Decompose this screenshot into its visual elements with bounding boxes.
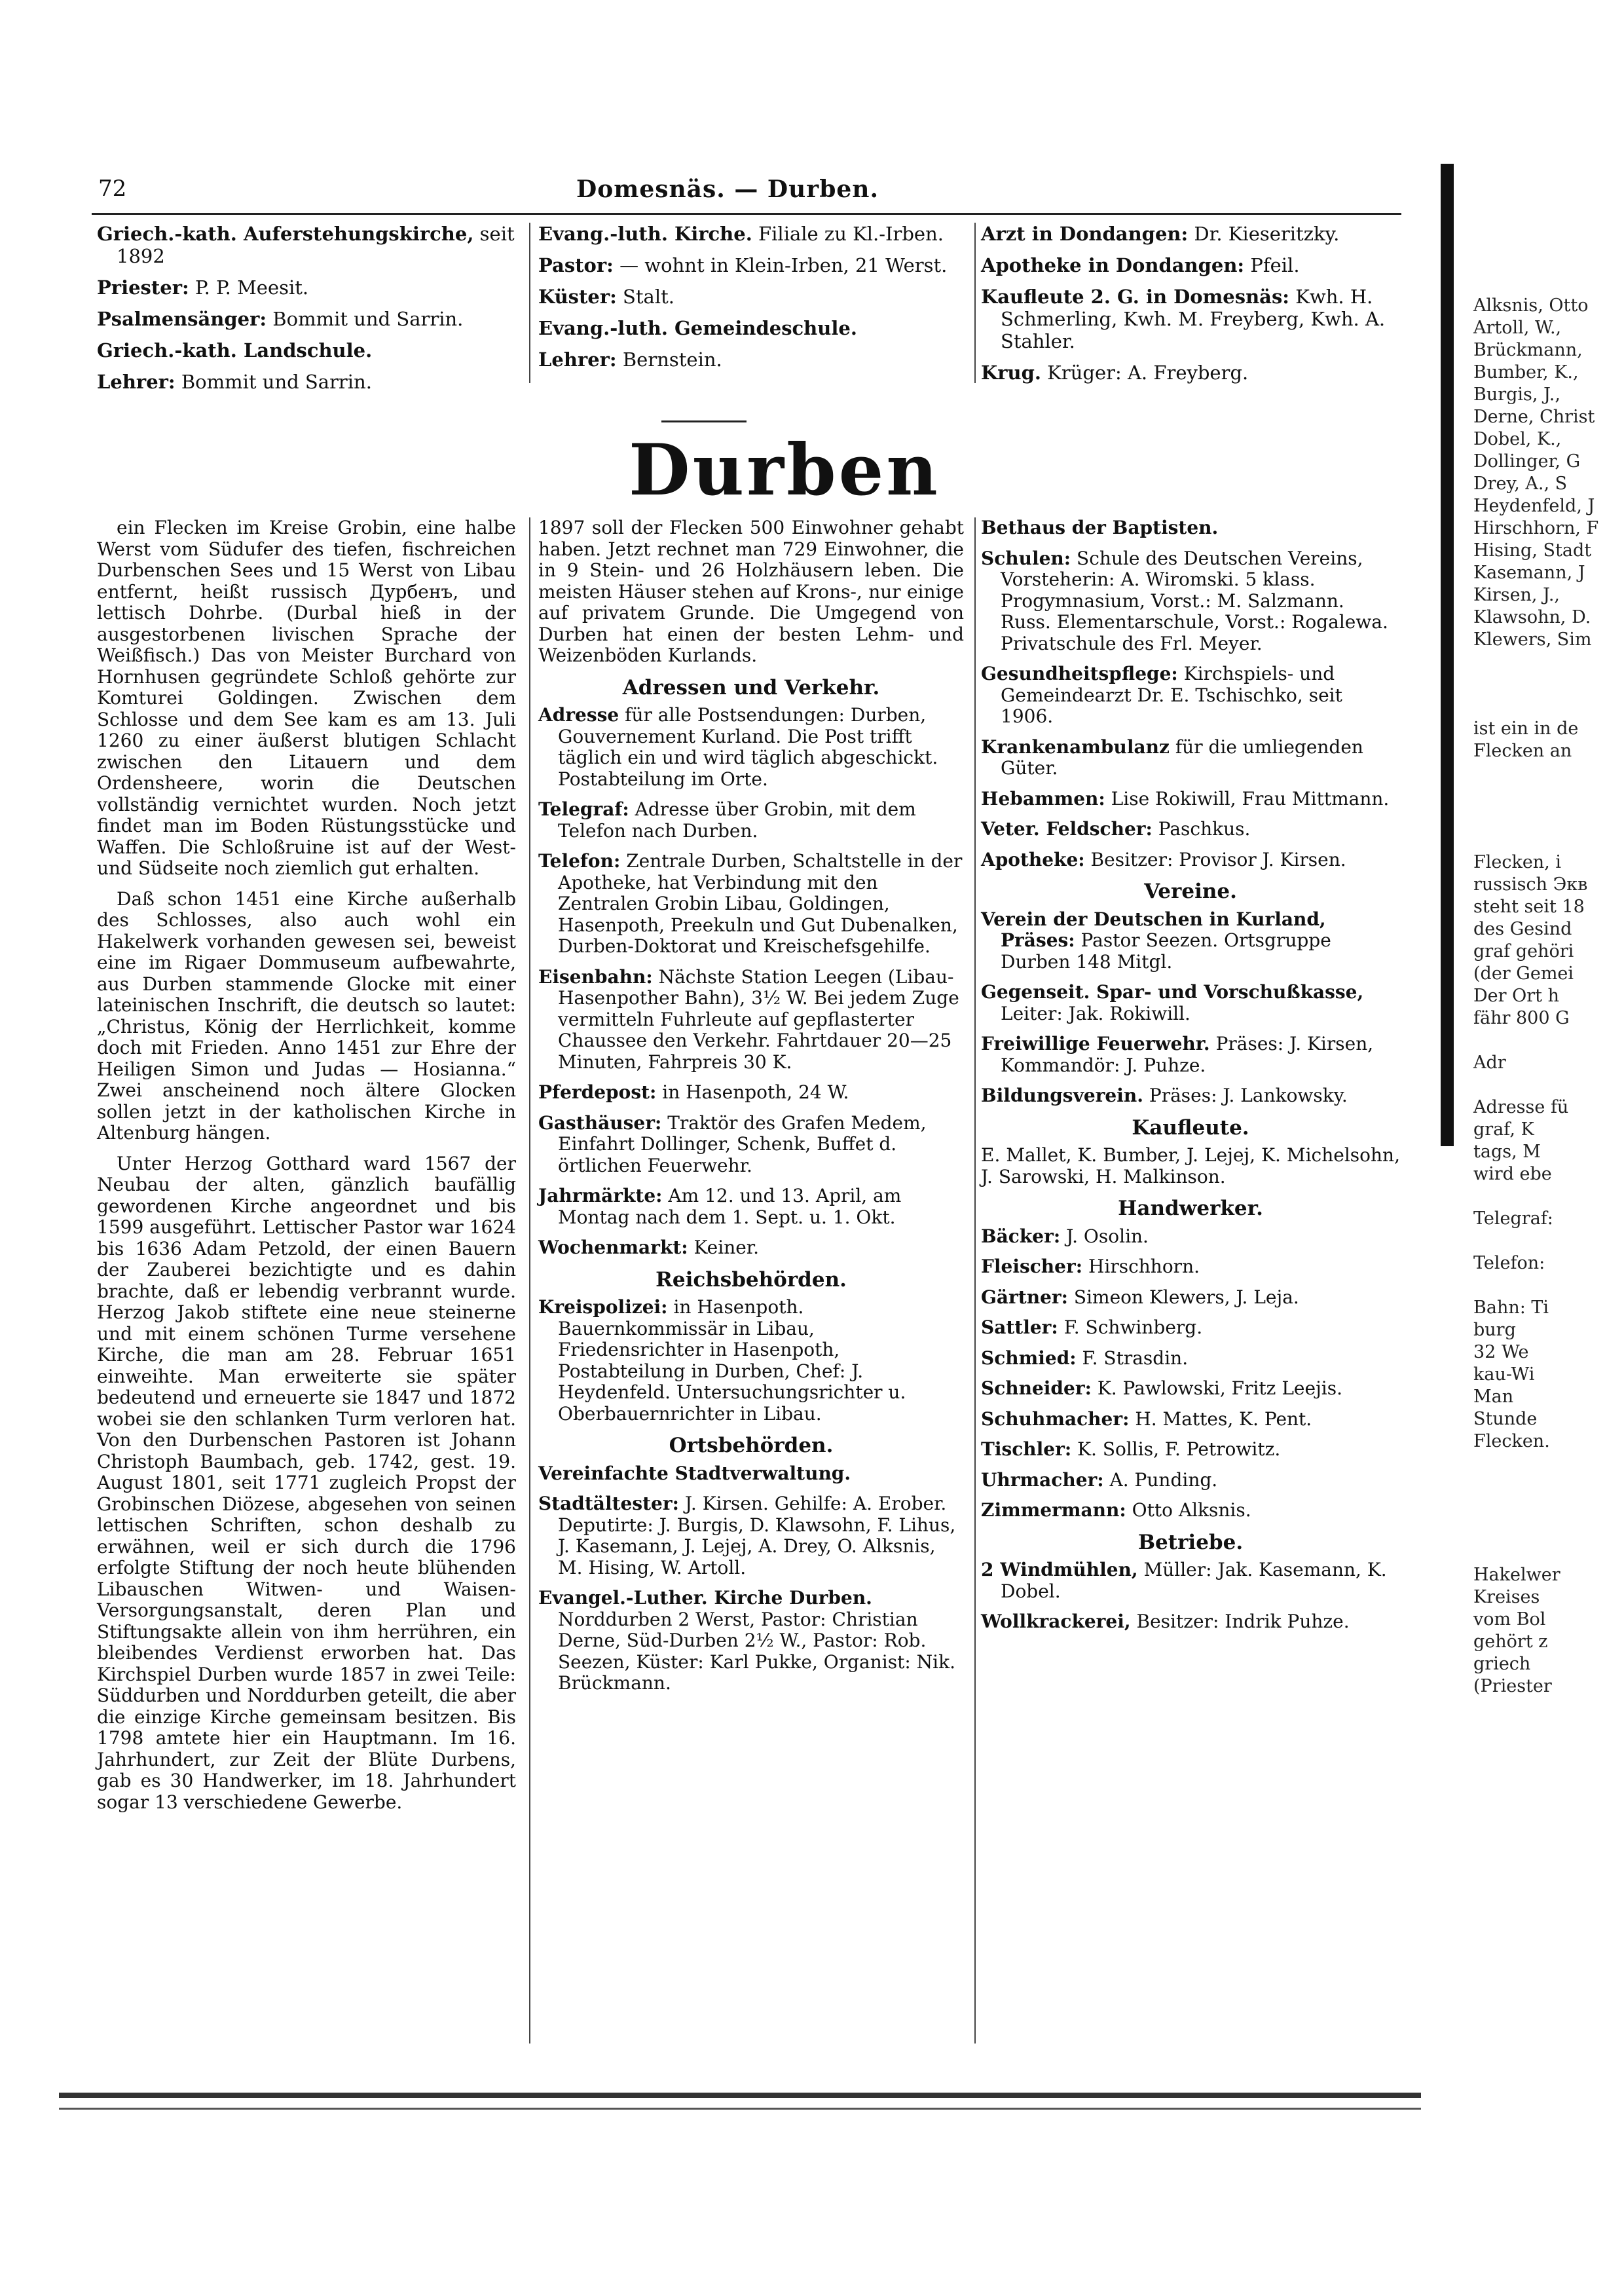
- top-entry-label: Psalmensänger:: [97, 308, 267, 330]
- directory-entry-label: Hebammen:: [981, 787, 1105, 810]
- directory-entry: [981, 1348, 1400, 1370]
- directory-entry-text: Zentrale Durben, Schaltstelle in der Apotheke, hat Verbindung mit den Zentralen Grobin Libau, Goldingen, Hasenpoth, Preekuln und Gut Dubenalken, Durben-Doktorat und Kreischefsgehilfe.: [558, 850, 963, 957]
- fragment-line: Telegraf:: [1473, 1208, 1553, 1229]
- fragment-line: Drey, A., S: [1473, 474, 1568, 494]
- directory-entry: [538, 967, 964, 1073]
- heading-handwerker: Handwerker.: [1118, 1197, 1263, 1220]
- directory-entry-text: Besitzer: Indrik Puhze.: [1136, 1611, 1350, 1632]
- directory-entry: [981, 1256, 1400, 1278]
- top-entry-label: Griech.-kath. Landschule.: [97, 339, 373, 362]
- directory-entry-text: Kirchspiels- und Gemeindearzt Dr. E. Tschischko, seit 1906.: [1001, 663, 1342, 727]
- header-rule: [92, 213, 1401, 215]
- fragment-line: wird ebe: [1473, 1164, 1552, 1184]
- fragment-line: [1473, 651, 1598, 673]
- fragment-line: (Priester: [1473, 1676, 1552, 1696]
- top-entry-label: Kaufleute 2. G. in Domesnäs:: [981, 286, 1289, 308]
- fragment-line: burg: [1473, 1320, 1516, 1340]
- directory-entry-label: Wollkrackerei,: [981, 1611, 1131, 1632]
- fragment-line: Burgis, J.,: [1473, 384, 1560, 405]
- directory-entry-text: Hirschhorn.: [1088, 1256, 1200, 1277]
- fragment-line: Heydenfeld, J: [1473, 496, 1595, 516]
- directory-entry: [538, 1113, 964, 1177]
- top-entry: [981, 254, 1400, 276]
- fragment-line: Dollinger, G: [1473, 451, 1581, 472]
- directory-entry-text: Pastor Seezen. Ortsgruppe Durben 148 Mitgl.: [1001, 929, 1331, 973]
- fragment-line: [1473, 1520, 1598, 1542]
- directory-entry-label: Adresse: [538, 704, 619, 726]
- column-divider: [974, 517, 976, 2043]
- directory-entry-text: in Hasenpoth. Bauernkommissär in Libau, Friedensrichter in Hasenpoth, Postabteilung in Durben, Chef: J. Heydenfeld. Untersuchungsrichter u. Oberbauernrichter in Libau.: [558, 1296, 906, 1425]
- fragment-line: tags, M: [1473, 1142, 1541, 1162]
- fragment-line: kau-Wi: [1473, 1364, 1535, 1385]
- fragment-line: [1473, 1185, 1598, 1208]
- directory-entry: [538, 1237, 964, 1259]
- fragment-line: [1473, 762, 1598, 785]
- directory-entry: [981, 517, 1400, 539]
- top-entry-text: seit 1892: [117, 223, 515, 267]
- fragment-line: Klawsohn, D.: [1473, 607, 1591, 627]
- top-entry-text: Bommit und Sarrin.: [181, 371, 372, 393]
- fragment-line: Hirschhorn, F: [1473, 518, 1599, 538]
- directory-entry: [538, 1463, 964, 1485]
- heading-ortsbehoerden: Ortsbehörden.: [669, 1434, 834, 1457]
- top-entry: [981, 362, 1400, 384]
- top-entry: [981, 223, 1400, 245]
- fragment-line: Stunde: [1473, 1409, 1538, 1429]
- directory-entry-label: Tischler:: [981, 1438, 1072, 1460]
- directory-entry-label: Schneider:: [981, 1377, 1092, 1399]
- directory-entry-label: Pferdepost:: [538, 1081, 657, 1103]
- directory-entry-text: Otto Alksnis.: [1132, 1499, 1251, 1521]
- top-entry: [97, 276, 516, 299]
- directory-entry-text: in Hasenpoth, 24 W.: [662, 1081, 849, 1103]
- directory-entry-label: Apotheke:: [981, 848, 1085, 870]
- directory-entry-text: Leiter: Jak. Rokiwill.: [1001, 1002, 1190, 1024]
- directory-entry-label: Freiwillige Feuerwehr.: [981, 1033, 1210, 1054]
- directory-entry: [538, 1185, 964, 1228]
- heading-reichsbehoerden: Reichsbehörden.: [655, 1267, 847, 1292]
- directory-entry-label: Telefon:: [538, 850, 621, 872]
- directory-entry-text: Simeon Klewers, J. Leja.: [1073, 1286, 1299, 1308]
- directory-entry: [981, 1226, 1400, 1248]
- directory-entry-text: Am 12. und 13. April, am Montag nach dem 1. Sept. u. 1. Okt.: [558, 1185, 902, 1228]
- directory-entry-text: A. Punding.: [1109, 1468, 1218, 1491]
- directory-entry-text: Paschkus.: [1158, 818, 1251, 840]
- directory-entry-text: F. Strasdin.: [1082, 1347, 1189, 1369]
- column-divider: [529, 517, 530, 2043]
- top-entry-text: Dr. Kieseritzky.: [1194, 223, 1340, 245]
- fragment-line: 32 We: [1473, 1342, 1529, 1362]
- top-entry-label: Evang.-luth. Kirche.: [538, 223, 752, 245]
- main-col-1: [97, 517, 516, 1822]
- top-entry: [538, 286, 964, 308]
- directory-entry: [981, 1317, 1400, 1339]
- top-col-3: [981, 223, 1400, 393]
- directory-entry-label: Telegraf:: [538, 798, 629, 820]
- main-col-2: [538, 517, 964, 1704]
- fragment-line: griech: [1473, 1654, 1531, 1674]
- article-title: Durben: [629, 429, 940, 512]
- directory-entry-text: K. Sollis, F. Petrowitz.: [1077, 1438, 1281, 1460]
- top-entry: [97, 371, 516, 393]
- top-entry-label: Evang.-luth. Gemeindeschule.: [538, 317, 857, 339]
- fragment-line: fähr 800 G: [1473, 1008, 1570, 1028]
- directory-entry-label: Schulen:: [981, 547, 1071, 569]
- top-entry: [538, 348, 964, 371]
- column-divider: [529, 223, 530, 383]
- directory-entry-label: Vereinfachte Stadtverwaltung.: [538, 1462, 851, 1484]
- fragment-line: russisch Экв: [1473, 874, 1588, 895]
- directory-entry-label: 2 Windmühlen,: [981, 1559, 1138, 1580]
- top-entry-text: Pfeil.: [1250, 254, 1300, 276]
- fragment-line: Adr: [1473, 1053, 1506, 1073]
- directory-entry: [538, 1588, 964, 1694]
- directory-entry-text: für die umliegenden Güter.: [1001, 736, 1363, 779]
- running-title: Domesnäs. — Durben.: [576, 176, 879, 203]
- top-entry-label: Pastor:: [538, 254, 614, 276]
- fragment-line: [1473, 1453, 1598, 1475]
- directory-entry-text: für alle Postsendungen: Durben, Gouvernement Kurland. Die Post trifft täglich ein und wird täglich abgeschickt. Postabteilung im Orte.: [558, 704, 938, 790]
- top-entry-label: Lehrer:: [97, 371, 175, 393]
- fragment-line: Kasemann, J: [1473, 563, 1585, 583]
- fragment-line: steht seit 18: [1473, 897, 1585, 917]
- directory-entry-text: F. Schwinberg.: [1063, 1316, 1203, 1338]
- fragment-line: [1473, 807, 1598, 829]
- directory-entry-text: Besitzer: Provisor J. Kirsen.: [1090, 848, 1346, 870]
- top-entry-label: Apotheke in Dondangen:: [981, 254, 1245, 276]
- fragment-line: graf, K: [1473, 1119, 1534, 1140]
- top-entry: [981, 286, 1400, 352]
- directory-entry: [981, 663, 1400, 728]
- fragment-line: Flecken, i: [1473, 852, 1561, 872]
- fragment-line: Kirsen, J.,: [1473, 585, 1560, 605]
- heading-betriebe: Betriebe.: [1137, 1530, 1244, 1554]
- fragment-line: Kreises: [1473, 1587, 1540, 1607]
- directory-entry-label: Krankenambulanz: [981, 736, 1170, 758]
- top-entry-label: Krug.: [981, 362, 1041, 384]
- fragment-line: Flecken an: [1473, 741, 1572, 761]
- fragment-line: [1473, 1475, 1598, 1497]
- fragment-line: Hising, Stadt: [1473, 540, 1592, 561]
- fragment-line: Bumber, K.,: [1473, 362, 1579, 382]
- fragment-line: [1473, 1074, 1598, 1096]
- directory-entry: [538, 799, 964, 842]
- bottom-rule-thin: [59, 2108, 1421, 2110]
- fragment-line: gehört z: [1473, 1632, 1548, 1652]
- fragment-line: [1473, 1275, 1598, 1297]
- directory-entry-text: H. Mattes, K. Pent.: [1135, 1408, 1312, 1430]
- directory-entry-text: Traktör des Grafen Medem, Einfahrt Dollinger, Schenk, Buffet d. örtlichen Feuerwehr.: [558, 1111, 927, 1176]
- directory-entry: [981, 1559, 1400, 1602]
- directory-entry-text: Schule des Deutschen Vereins, Vorsteherin: A. Wiromski. 5 klass. Progymnasium, Vorst.: M. Salzmann. Russ. Elementarschule, Vorst.: Rogalewa. Privatschule des Frl. Meyer.: [1001, 547, 1388, 654]
- top-entry-text: Stalt.: [623, 286, 674, 308]
- fragment-line: [1473, 785, 1598, 807]
- directory-entry-text: Präses: J. Kirsen, Kommandör: J. Puhze.: [1001, 1033, 1374, 1076]
- top-col-1: [97, 223, 516, 402]
- directory-entry-label: Eisenbahn:: [538, 965, 653, 988]
- fragment-line: [1473, 673, 1598, 696]
- fragment-line: [1473, 696, 1598, 718]
- directory-entry: [981, 1470, 1400, 1491]
- directory-entry: [538, 851, 964, 958]
- top-entry-label: Lehrer:: [538, 348, 617, 371]
- history-paragraph: Daß schon 1451 eine Kirche außerhalb des Schlosses, also auch wohl ein Hakelwerk vorhanden gewesen sei, beweist eine im Rigaer Dommuseum aufbewahrte, aus Durben stammende Glocke mit einer lateinischen Inschrift, die deutsch so lautet: „Christus, König der Herrlichkeit, komme doch mit Frieden. Anno 1451 zur Ehre der Heiligen Simon und Judas — Hosianna.“ Zwei anscheinend noch ältere Glocken sollen jetzt in der katholischen Kirche in Altenburg hängen.: [97, 887, 516, 1144]
- directory-entry-label: Stadtältester:: [538, 1493, 679, 1514]
- top-entry-label: Priester:: [97, 276, 189, 299]
- top-entry-label: Arzt in Dondangen:: [981, 223, 1189, 245]
- fragment-line: Der Ort h: [1473, 986, 1559, 1006]
- directory-entry-label: Gegenseit. Spar- und Vorschußkasse,: [981, 981, 1364, 1003]
- main-col-3: [981, 517, 1400, 1642]
- directory-entry-label: Fleischer:: [981, 1256, 1083, 1277]
- directory-entry-text: Präses: J. Lankowsky.: [1149, 1085, 1348, 1106]
- adjacent-page-fragment: [1441, 164, 1624, 2129]
- fragment-line: Dobel, K.,: [1473, 429, 1562, 449]
- directory-entry-label: Schuhmacher:: [981, 1408, 1130, 1430]
- directory-entry-label: Gesundheitspflege:: [981, 663, 1178, 684]
- directory-entry: [538, 1493, 964, 1578]
- directory-entry-text: K. Pawlowski, Fritz Leejis.: [1097, 1377, 1342, 1399]
- directory-entry: [981, 1034, 1400, 1076]
- directory-entry-label: Sattler:: [981, 1316, 1058, 1338]
- heading-adressen: Adressen und Verkehr.: [622, 675, 880, 700]
- directory-entry-label: Gasthäuser:: [538, 1111, 662, 1134]
- page-number: 72: [98, 176, 127, 202]
- heading-vereine: Vereine.: [1144, 880, 1237, 903]
- directory-entry-label: Bethaus der Baptisten.: [981, 517, 1219, 538]
- directory-entry-label: Wochenmarkt:: [538, 1237, 688, 1258]
- fragment-line: Derne, Christ: [1473, 407, 1595, 427]
- kaufleute-list: E. Mallet, K. Bumber, J. Lejej, K. Michelsohn, J. Sarowski, H. Malkinson.: [981, 1144, 1400, 1187]
- directory-entry: [981, 1611, 1400, 1633]
- page-edge: [1441, 164, 1454, 1146]
- directory-entry: [981, 1409, 1400, 1430]
- top-entry: [538, 254, 964, 276]
- section-rule: [661, 420, 747, 422]
- top-col-2: [538, 223, 964, 380]
- directory-entry-label: Kreispolizei:: [538, 1296, 668, 1318]
- column-divider: [974, 223, 976, 383]
- fragment-line: Alksnis, Otto: [1473, 295, 1589, 316]
- fragment-line: [1473, 1542, 1598, 1564]
- directory-entry-text: J. Osolin.: [1066, 1225, 1149, 1247]
- directory-entry-text: Keiner.: [693, 1237, 760, 1258]
- fragment-line: [1473, 1497, 1598, 1520]
- top-entry-text: — wohnt in Klein-Irben, 21 Werst.: [619, 254, 948, 276]
- directory-entry: [981, 982, 1400, 1024]
- history-paragraph: Unter Herzog Gotthard ward 1567 der Neubau der alten, gänzlich baufällig gewordenen Kirche angeordnet und bis 1599 ausgeführt. Lettischer Pastor war 1624 bis 1636 Adam Petzold, der einen Bauern der Zauberei bezichtigte und es dahin brachte, daß er lebendig verbrannt wurde. Herzog Jakob stiftete eine neue steinerne und mit einem schönen Turme versehene Kirche, die man am 28. Februar 1651 einweihte. Man erweiterte sie später bedeutend und erneuerte sie 1847 und 1872 wobei sie den schlanken Turm verloren hat. Von den Durbenschen Pastoren ist Johann Christoph Baumbach, geb. 1742, gest. 19. August 1801, seit 1771 zugleich Propst der Grobinschen Diözese, abgesehen von seinen lettischen Schriften, schon deshalb zu erwähnen, weil er sich durch die 1796 erfolgte Stiftung der noch heute blühenden Libauschen Witwen- und Waisen-Versorgungsanstalt, deren Plan und Stiftungsakte allein von ihm herrühren, ein bleibendes Verdienst erworben hat. Das Kirchspiel Durben wurde 1857 in zwei Teile: Süddurben und Norddurben geteilt, die aber die einzige Kirche gemeinsam besitzen. Bis 1798 amtete hier ein Hauptmann. Im 16. Jahrhundert, zur Zeit der Blüte Durbens, gab es 30 Handwerker, im 18. Jahrhundert sogar 13 verschiedene Gewerbe.: [97, 1152, 516, 1813]
- top-entry-label: Griech.-kath. Auferstehungskirche,: [97, 223, 474, 245]
- fragment-line: Klewers, Sim: [1473, 629, 1592, 650]
- directory-entry-text: J. Kirsen. Gehilfe: A. Erober. Deputirte: J. Burgis, D. Klawsohn, F. Lihus, J. Kasemann, J. Lejej, A. Drey, O. Alksnis, M. Hising, W. Artoll.: [558, 1493, 956, 1578]
- directory-entry: [981, 737, 1400, 779]
- fragment-line: ist ein in de: [1473, 718, 1579, 739]
- directory-entry: [981, 548, 1400, 655]
- directory-entry-text: Norddurben 2 Werst, Pastor: Christian Derne, Süd-Durben 2½ W., Pastor: Rob. Seezen, Küster: Karl Pukke, Organist: Nik. Brückmann.: [558, 1608, 955, 1694]
- directory-entry-label: Zimmermann:: [981, 1499, 1126, 1521]
- fragment-line: Telefon:: [1473, 1253, 1545, 1273]
- directory-entry: [981, 1500, 1400, 1521]
- fragment-line: Artoll, W.,: [1473, 318, 1562, 338]
- directory-entry: [538, 705, 964, 790]
- heading-kaufleute: Kaufleute.: [1132, 1115, 1249, 1140]
- top-entry: [538, 223, 964, 245]
- top-entry-text: Bernstein.: [622, 348, 722, 371]
- directory-entry: [981, 909, 1400, 973]
- fragment-line: Brückmann,: [1473, 340, 1583, 360]
- top-entry-text: Krüger: A. Freyberg.: [1047, 362, 1249, 384]
- fragment-line: graf gehöri: [1473, 941, 1574, 961]
- top-entry-text: Bommit und Sarrin.: [272, 308, 464, 330]
- directory-entry: [981, 1439, 1400, 1461]
- directory-entry: [981, 819, 1400, 840]
- directory-entry-label: Schmied:: [981, 1347, 1077, 1369]
- directory-entry-label: Uhrmacher:: [981, 1468, 1104, 1491]
- top-entry-label: Küster:: [538, 286, 617, 308]
- fragment-line: Flecken.: [1473, 1431, 1550, 1451]
- directory-entry: [538, 1082, 964, 1104]
- directory-entry-text: Adresse über Grobin, mit dem Telefon nach Durben.: [558, 798, 916, 842]
- directory-entry-label: Veter. Feldscher:: [981, 818, 1153, 840]
- directory-entry-text: Lise Rokiwill, Frau Mittmann.: [1111, 787, 1390, 810]
- fragment-line: des Gesind: [1473, 919, 1572, 939]
- fragment-line: Bahn: Ti: [1473, 1297, 1549, 1318]
- col2-intro: 1897 soll der Flecken 500 Einwohner gehabt haben. Jetzt rechnet man 729 Einwohner, die in 9 Stein- und 26 Holzhäusern leben. Die meisten Häuser stehen auf Krons-, nur einige auf privatem Grunde. Die Umgegend von Durben hat einen der besten Lehm- und Weizenböden Kurlands.: [538, 517, 964, 666]
- fragment-line: Man: [1473, 1387, 1514, 1407]
- directory-entry-label: Jahrmärkte:: [538, 1185, 663, 1206]
- top-entry-text: Kwh. H. Schmerling, Kwh. M. Freyberg, Kwh. A. Stahler.: [1001, 286, 1386, 352]
- directory-entry: [981, 849, 1400, 871]
- directory-entry-label: Bildungsverein.: [981, 1085, 1143, 1106]
- fragment-line: [1473, 829, 1598, 851]
- bottom-rule: [59, 2093, 1421, 2098]
- directory-entry-label: Bäcker:: [981, 1225, 1061, 1247]
- directory-entry: [981, 789, 1400, 810]
- fragment-line: [1473, 1030, 1598, 1052]
- fragment-line: (der Gemei: [1473, 963, 1574, 984]
- directory-entry: [981, 1287, 1400, 1309]
- fragment-line: vom Bol: [1473, 1609, 1546, 1630]
- fragment-line: Hakelwer: [1473, 1565, 1560, 1585]
- fragment-line: Adresse fü: [1473, 1097, 1569, 1117]
- top-entry: [97, 339, 516, 362]
- top-entry-text: P. P. Meesit.: [194, 276, 309, 299]
- top-entry-text: Filiale zu Kl.-Irben.: [758, 223, 944, 245]
- top-entry: [97, 223, 516, 267]
- top-entry: [97, 308, 516, 330]
- directory-entry-label: Gärtner:: [981, 1286, 1068, 1308]
- directory-entry: [981, 1085, 1400, 1107]
- directory-entry: [981, 1378, 1400, 1400]
- directory-entry: [538, 1297, 964, 1425]
- fragment-line: [1473, 1230, 1598, 1252]
- directory-entry-label: Verein der Deutschen in Kurland, Präses:: [981, 908, 1326, 951]
- directory-entry-text: Müller: Jak. Kasemann, K. Dobel.: [1001, 1559, 1387, 1602]
- top-entry: [538, 317, 964, 339]
- directory-entry-text: Nächste Station Leegen (Libau-Hasenpother Bahn), 3½ W. Bei jedem Zuge vermitteln Fuhrleute auf gepflasterter Chaussee den Verkehr. Fahrtdauer 20—25 Minuten, Fahrpreis 30 K.: [558, 965, 959, 1073]
- directory-entry-label: Evangel.-Luther. Kirche Durben.: [538, 1587, 872, 1609]
- history-paragraph: ein Flecken im Kreise Grobin, eine halbe Werst vom Südufer des tiefen, fischreichen Durbenschen Sees und 15 Werst von Libau entfernt, heißt russisch Дурбенъ, und lettisch Dohrbe. (Durbal hieß in der ausgestorbenen livischen Sprache der Weißfisch.) Das von Meister Burchard von Hornhusen gegründete Schloß gehörte zur Komturei Goldingen. Zwischen dem Schlosse und dem See kam es am 13. Juli 1260 zu einer äußerst blutigen Schlacht zwischen den Litauern und dem Ordensheere, worin die Deutschen vollständig vernichtet wurden. Noch jetzt findet man im Boden Rüstungsstücke und Waffen. Die Schloßruine ist auf der West- und Südseite noch ziemlich gut erhalten.: [97, 517, 516, 879]
